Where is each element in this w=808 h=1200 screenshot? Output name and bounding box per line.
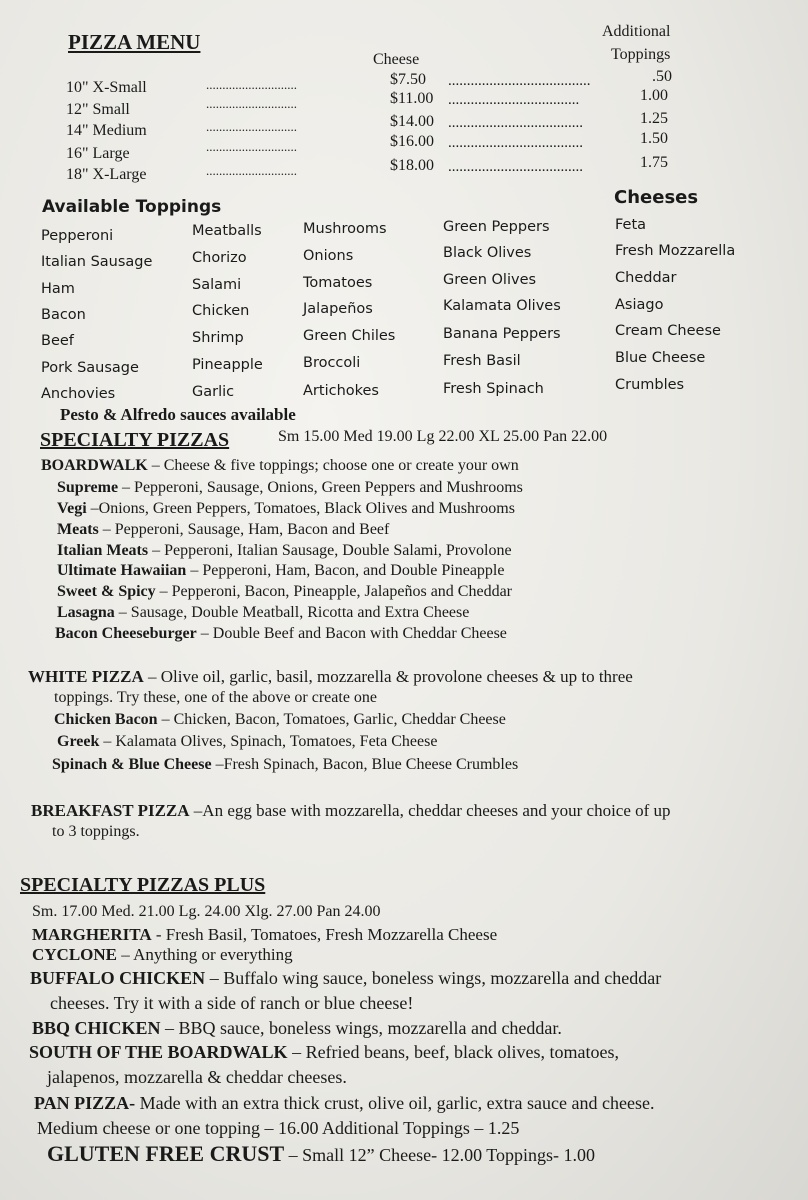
cheese-item: Feta: [615, 217, 647, 233]
specialty-item-desc: – Pepperoni, Sausage, Ham, Bacon and Beef: [98, 521, 390, 538]
buffalo-line: [30, 968, 661, 989]
topping-item: Shrimp: [192, 330, 244, 346]
boardwalk-name: BOARDWALK: [41, 457, 148, 474]
white-pizza-name: WHITE PIZZA: [28, 667, 144, 686]
toppings-column-header: Toppings: [611, 46, 671, 63]
white-item-desc: –Fresh Spinach, Bacon, Blue Cheese Crumbles: [211, 756, 519, 773]
margherita-desc: - Fresh Basil, Tomatoes, Fresh Mozzarella Cheese: [151, 925, 498, 944]
cyclone-name: CYCLONE: [32, 945, 118, 964]
plus-title: SPECIALTY PIZZAS PLUS: [20, 874, 266, 896]
dot-leader: ....................................: [448, 115, 583, 131]
specialty-item-desc: – Pepperoni, Ham, Bacon, and Double Pineapple: [186, 562, 505, 579]
cheese-price: $11.00: [390, 90, 434, 107]
cheese-item: Cream Cheese: [615, 323, 721, 339]
plus-prices: Sm. 17.00 Med. 21.00 Lg. 24.00 Xlg. 27.00 Pan 24.00: [32, 903, 381, 920]
pan-desc: Made with an extra thick crust, olive oil, garlic, extra sauce and cheese.: [135, 1093, 655, 1113]
specialty-item-name: Ultimate Hawaiian: [57, 562, 187, 579]
cheeses-heading: Cheeses: [614, 187, 699, 208]
specialty-item: [55, 625, 507, 643]
white-item-desc: – Kalamata Olives, Spinach, Tomatoes, Feta Cheese: [99, 733, 438, 750]
specialty-item: [57, 583, 512, 601]
topping-item: Pepperoni: [41, 228, 114, 244]
dot-leader: ...................................: [448, 92, 580, 108]
topping-item: Beef: [41, 333, 74, 349]
cheese-price: $18.00: [390, 157, 434, 174]
specialty-item: [57, 500, 515, 518]
margherita-line: [32, 925, 497, 945]
cheese-item: Fresh Mozzarella: [615, 243, 736, 259]
south-desc: – Refried beans, beef, black olives, tomatoes,: [287, 1042, 619, 1062]
buffalo-desc: – Buffalo wing sauce, boneless wings, mozzarella and cheddar: [205, 968, 662, 988]
specialty-item-name: Lasagna: [57, 604, 115, 621]
size-label: 10" X-Small: [66, 79, 147, 96]
pan-line: [34, 1093, 654, 1114]
bbq-desc: – BBQ sauce, boneless wings, mozzarella and cheddar.: [160, 1018, 562, 1038]
white-pizza-item: [52, 756, 518, 774]
cyclone-line: [32, 945, 293, 965]
specialty-item-desc: –Onions, Green Peppers, Tomatoes, Black Olives and Mushrooms: [86, 500, 515, 517]
specialty-item: [57, 604, 469, 622]
topping-item: Jalapeños: [303, 301, 373, 317]
specialty-item-name: Bacon Cheeseburger: [55, 625, 197, 642]
additional-column-header: Additional: [602, 23, 671, 40]
specialty-item-desc: – Pepperoni, Bacon, Pineapple, Jalapeños and Cheddar: [155, 583, 513, 600]
specialty-item-name: Supreme: [57, 479, 119, 496]
buffalo-name: BUFFALO CHICKEN: [30, 968, 206, 988]
additional-topping-price: 1.75: [640, 154, 668, 171]
white-pizza-item: [54, 711, 506, 729]
breakfast-name: BREAKFAST PIZZA: [31, 801, 190, 820]
breakfast-desc: –An egg base with mozzarella, cheddar cheeses and your choice of up: [189, 801, 671, 820]
topping-item: Black Olives: [443, 245, 532, 261]
topping-item: Chorizo: [192, 250, 247, 266]
size-label: 18" X-Large: [66, 166, 147, 183]
specialty-item-name: Italian Meats: [57, 542, 149, 559]
dot-leader: ....................................: [448, 159, 583, 175]
margherita-name: MARGHERITA: [32, 925, 152, 944]
pan-name: PAN PIZZA-: [34, 1093, 136, 1113]
specialty-item: [57, 521, 389, 539]
topping-item: Pork Sausage: [41, 360, 139, 376]
specialty-item: [57, 542, 512, 560]
white-pizza-line: [28, 667, 633, 687]
boardwalk-desc: – Cheese & five toppings; choose one or create your own: [147, 457, 519, 474]
bbq-line: [32, 1018, 562, 1039]
topping-item: Broccoli: [303, 355, 361, 371]
topping-item: Banana Peppers: [443, 326, 561, 342]
cyclone-desc: – Anything or everything: [117, 945, 293, 964]
topping-item: Green Chiles: [303, 328, 396, 344]
white-item-name: Chicken Bacon: [54, 711, 158, 728]
topping-item: Italian Sausage: [41, 254, 153, 270]
south-name: SOUTH OF THE BOARDWALK: [29, 1042, 288, 1062]
boardwalk-line: [41, 457, 519, 475]
south-desc-2: jalapenos, mozzarella & cheddar cheeses.: [47, 1067, 347, 1087]
specialty-item: [57, 479, 523, 497]
white-pizza-desc-2: toppings. Try these, one of the above or create one: [54, 689, 378, 706]
topping-item: Tomatoes: [303, 275, 373, 291]
topping-item: Anchovies: [41, 386, 116, 402]
gluten-free-desc: – Small 12” Cheese- 12.00 Toppings- 1.00: [284, 1145, 596, 1165]
gluten-free-name: GLUTEN FREE CRUST: [47, 1141, 285, 1166]
specialty-item-name: Meats: [57, 521, 99, 538]
cheese-price: $7.50: [390, 71, 426, 88]
specialty-title: SPECIALTY PIZZAS: [40, 429, 230, 451]
cheese-item: Blue Cheese: [615, 350, 706, 366]
dot-leader: ............................: [206, 163, 297, 178]
specialty-prices: Sm 15.00 Med 19.00 Lg 22.00 XL 25.00 Pan 22.00: [278, 428, 608, 445]
south-line: [29, 1042, 619, 1063]
size-label: 16" Large: [66, 145, 130, 162]
dot-leader: ....................................: [448, 135, 583, 151]
topping-item: Meatballs: [192, 223, 262, 239]
topping-item: Artichokes: [303, 383, 379, 399]
cheese-price: $16.00: [390, 133, 434, 150]
white-item-name: Greek: [57, 733, 100, 750]
specialty-item-desc: – Sausage, Double Meatball, Ricotta and Extra Cheese: [114, 604, 470, 621]
specialty-item-desc: – Double Beef and Bacon with Cheddar Cheese: [196, 625, 507, 642]
cheese-item: Cheddar: [615, 270, 677, 286]
dot-leader: ............................: [206, 119, 297, 134]
white-item-name: Spinach & Blue Cheese: [52, 756, 212, 773]
size-label: 14" Medium: [66, 122, 147, 139]
cheese-column-header: Cheese: [373, 51, 420, 68]
dot-leader: ......................................: [448, 73, 591, 89]
size-label: 12" Small: [66, 101, 130, 118]
topping-item: Green Peppers: [443, 219, 550, 235]
topping-item: Onions: [303, 248, 354, 264]
topping-item: Garlic: [192, 384, 235, 400]
specialty-item-name: Vegi: [57, 500, 87, 517]
breakfast-desc-2: to 3 toppings.: [52, 823, 140, 840]
topping-item: Mushrooms: [303, 221, 387, 237]
specialty-item: [57, 562, 504, 580]
white-pizza-desc: – Olive oil, garlic, basil, mozzarella & provolone cheeses & up to three: [143, 667, 633, 686]
specialty-item-name: Sweet & Spicy: [57, 583, 156, 600]
topping-item: Fresh Spinach: [443, 381, 544, 397]
dot-leader: ............................: [206, 139, 297, 154]
pan-desc-2: Medium cheese or one topping – 16.00 Additional Toppings – 1.25: [37, 1118, 520, 1138]
topping-item: Bacon: [41, 307, 86, 323]
topping-item: Pineapple: [192, 357, 263, 373]
dot-leader: ............................: [206, 77, 297, 92]
sauces-note: Pesto & Alfredo sauces available: [60, 405, 296, 424]
topping-item: Chicken: [192, 303, 250, 319]
breakfast-line: [31, 801, 671, 821]
additional-topping-price: 1.00: [640, 87, 668, 104]
cheese-item: Asiago: [615, 297, 664, 313]
cheese-price: $14.00: [390, 113, 434, 130]
white-pizza-item: [57, 733, 437, 751]
toppings-heading: Available Toppings: [42, 197, 222, 217]
additional-topping-price: 1.25: [640, 110, 668, 127]
gluten-free-line: [47, 1141, 595, 1167]
additional-topping-price: .50: [652, 68, 672, 85]
cheese-item: Crumbles: [615, 377, 685, 393]
page-title: PIZZA MENU: [68, 30, 201, 54]
additional-topping-price: 1.50: [640, 130, 668, 147]
topping-item: Ham: [41, 281, 75, 297]
white-item-desc: – Chicken, Bacon, Tomatoes, Garlic, Cheddar Cheese: [157, 711, 506, 728]
topping-item: Fresh Basil: [443, 353, 521, 369]
buffalo-desc-2: cheeses. Try it with a side of ranch or blue cheese!: [50, 993, 414, 1013]
specialty-item-desc: – Pepperoni, Sausage, Onions, Green Peppers and Mushrooms: [118, 479, 523, 496]
specialty-item-desc: – Pepperoni, Italian Sausage, Double Salami, Provolone: [148, 542, 512, 559]
bbq-name: BBQ CHICKEN: [32, 1018, 161, 1038]
topping-item: Green Olives: [443, 272, 537, 288]
topping-item: Kalamata Olives: [443, 298, 561, 314]
dot-leader: ............................: [206, 96, 297, 111]
topping-item: Salami: [192, 277, 242, 293]
